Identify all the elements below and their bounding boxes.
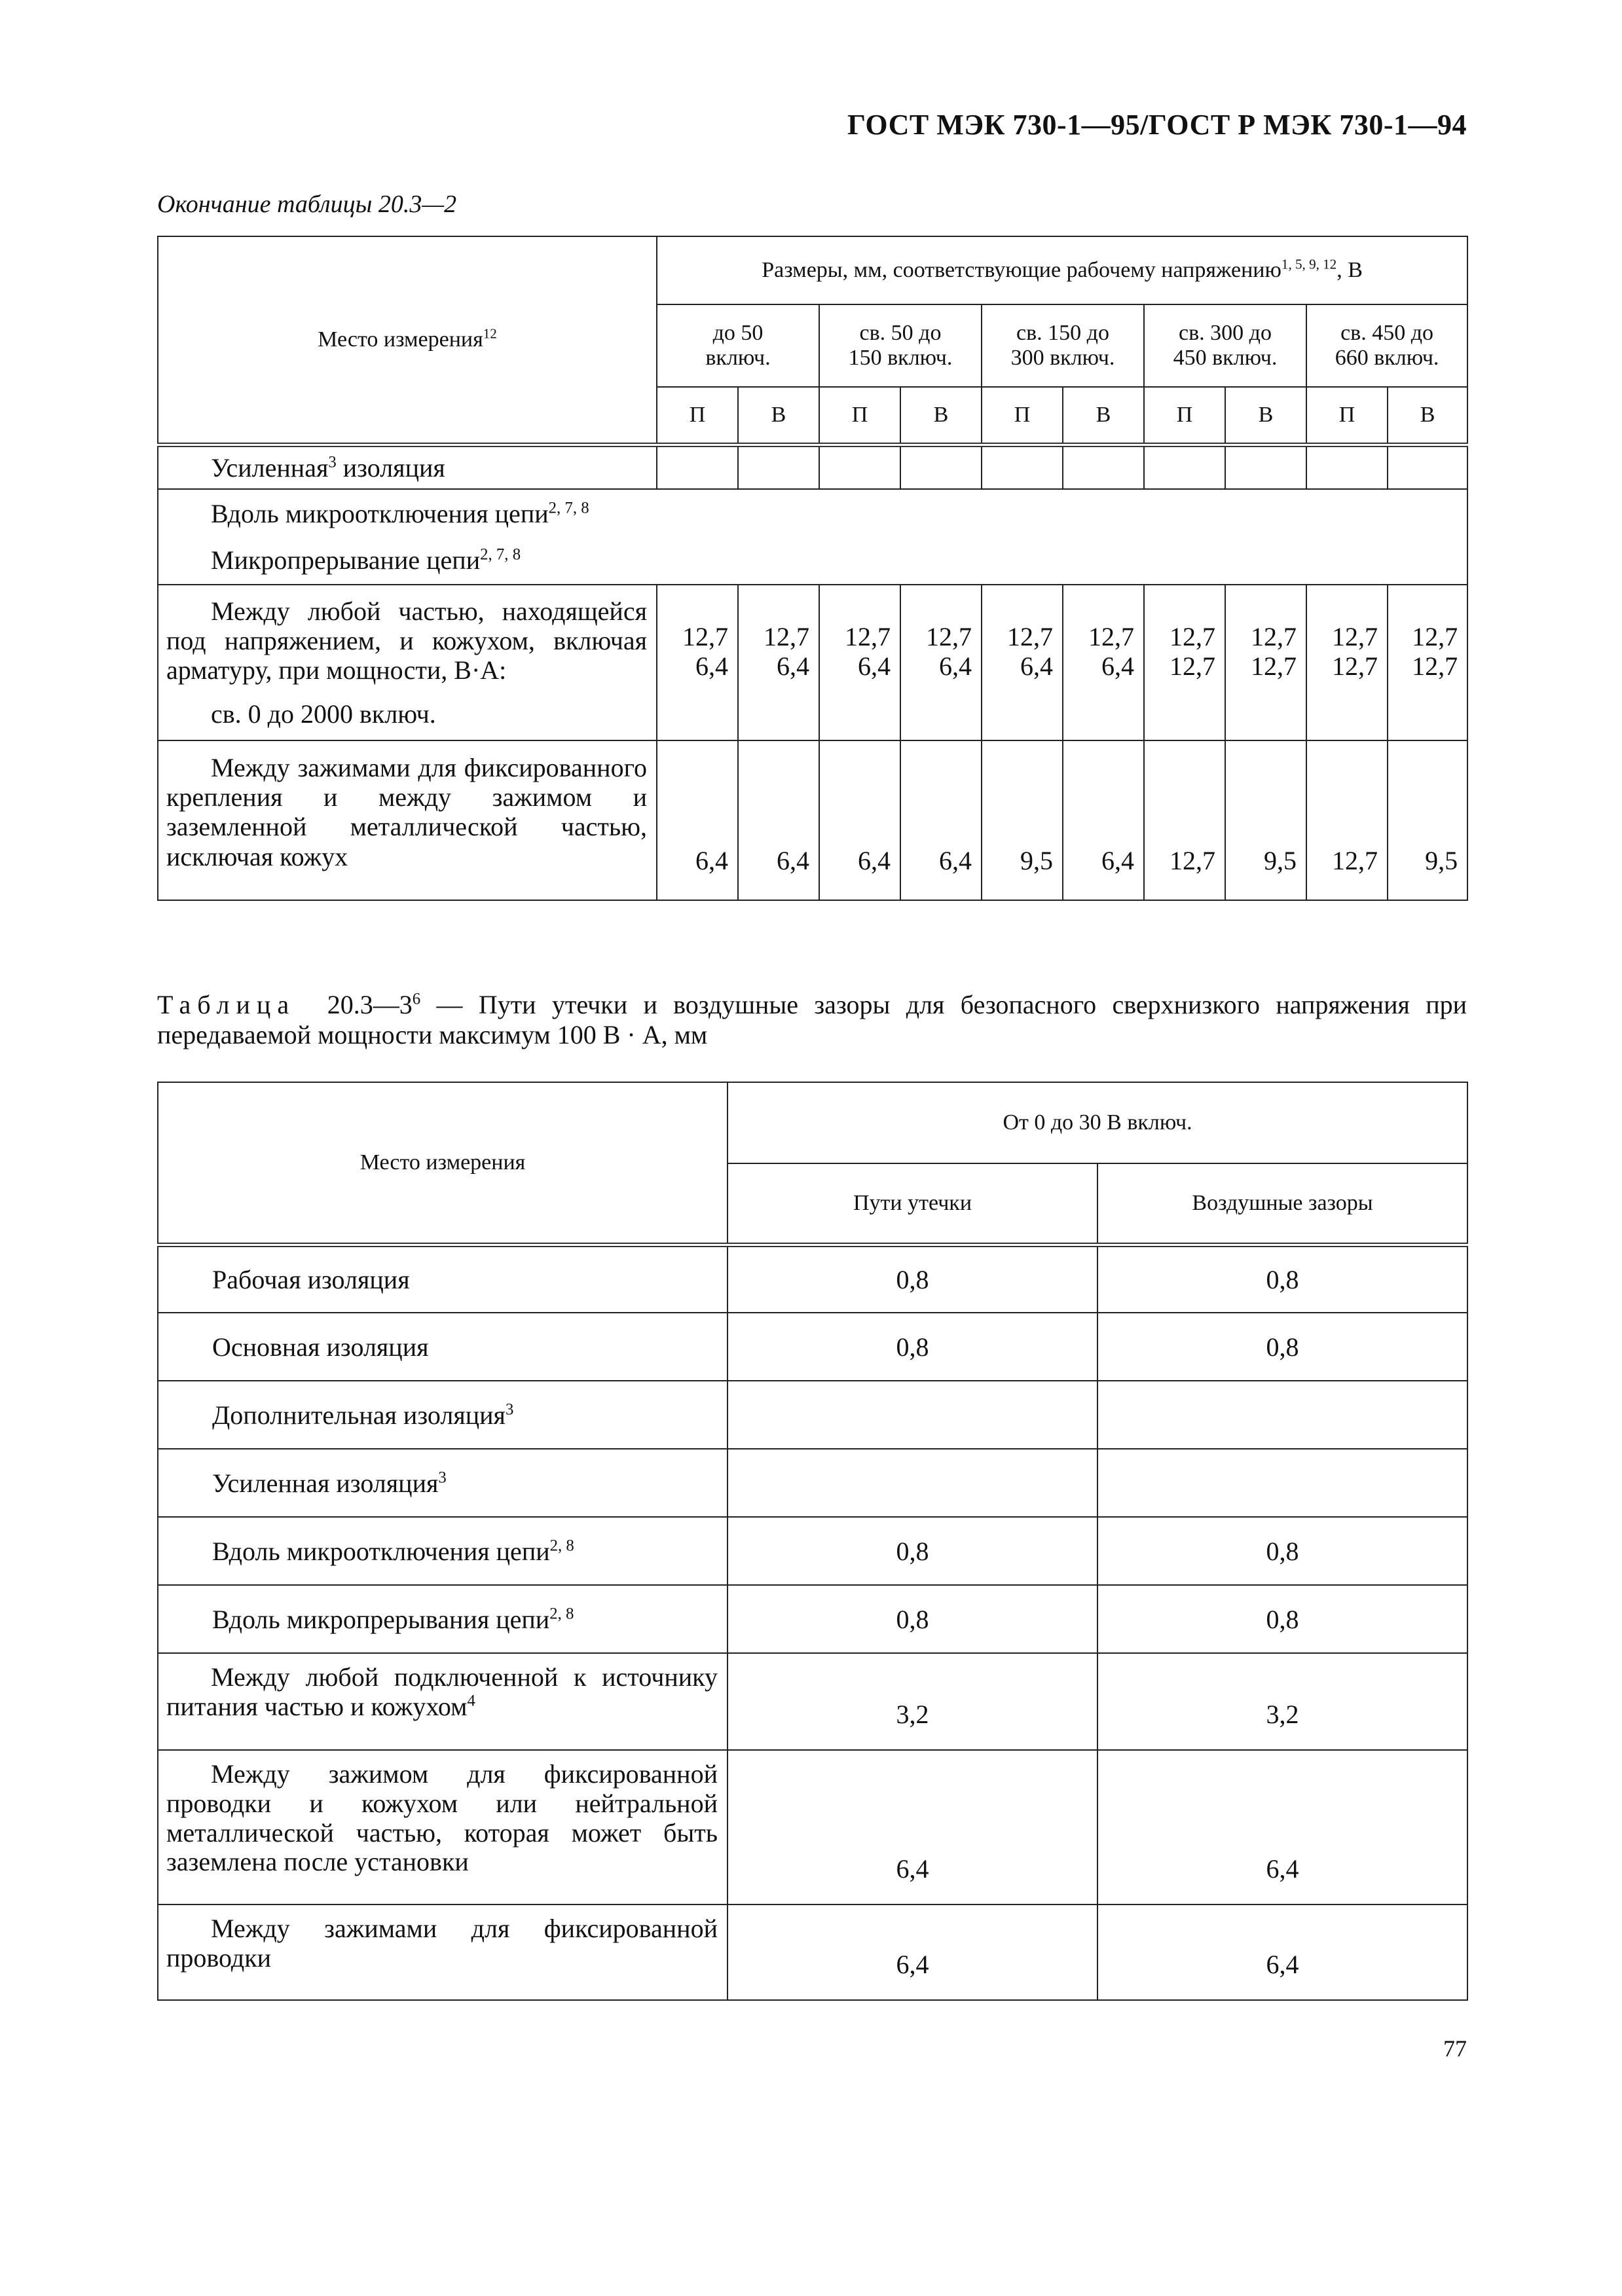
- sub-header-p: П: [1144, 387, 1225, 445]
- value-cell: 0,8: [728, 1313, 1097, 1381]
- row-label: Между зажимом для фиксированной проводки и кожухом или нейтральной металлической частью, которая может быть заземлена после установки: [158, 1750, 728, 1904]
- value-cell: 12,7 12,7: [1388, 585, 1467, 740]
- value-cell: 0,8: [1097, 1517, 1467, 1585]
- row-label: Между любой частью, находящейся под напряжением, и кожухом, включая арматуру, при мощности, В·А: св. 0 до 2000 включ.: [158, 585, 657, 740]
- value-cell: 12,7 12,7: [1306, 585, 1388, 740]
- col-header-place: Место измерения: [158, 1082, 728, 1245]
- row-label: Между зажимами для фиксированного крепления и между зажимом и заземленной металлической частью, исключая кожух: [158, 740, 657, 900]
- range-header: св. 150 до 300 включ.: [982, 304, 1144, 387]
- value-cell: [728, 1381, 1097, 1449]
- value-cell: 12,7 6,4: [1063, 585, 1144, 740]
- sub-header-p: П: [819, 387, 900, 445]
- value-cell: 12,7 6,4: [738, 585, 819, 740]
- sub-header-v: В: [900, 387, 982, 445]
- col-header-clearance: Воздушные зазоры: [1097, 1163, 1467, 1245]
- row-label: Между зажимами для фиксированной проводки: [158, 1904, 728, 2000]
- value-cell: 9,5: [982, 740, 1063, 900]
- table-row: [158, 1904, 1467, 2000]
- value-cell: 0,8: [728, 1245, 1097, 1313]
- value-cell: 3,2: [728, 1653, 1097, 1750]
- row-label: Вдоль микроотключения цепи$^{2, 8}$: [158, 1517, 728, 1585]
- col-header-creepage: Пути утечки: [728, 1163, 1097, 1245]
- value-cell: 6,4: [900, 740, 982, 900]
- value-cell: 12,7 6,4: [819, 585, 900, 740]
- table-row: [158, 740, 1467, 900]
- table-row: [158, 1381, 1467, 1449]
- table-row: [158, 1245, 1467, 1313]
- value-cell: 0,8: [1097, 1245, 1467, 1313]
- range-header: св. 450 до 660 включ.: [1306, 304, 1467, 387]
- document-header: ГОСТ МЭК 730-1—95/ГОСТ Р МЭК 730-1—94: [847, 109, 1467, 141]
- col-header-place: Место измерения$^{12}$: [158, 236, 657, 445]
- table-row: [158, 1653, 1467, 1750]
- table-row: [158, 585, 1467, 740]
- value-cell: 0,8: [728, 1585, 1097, 1653]
- sub-header-p: П: [1306, 387, 1388, 445]
- table-row: [158, 489, 1467, 585]
- page-number: 77: [1443, 2035, 1467, 2062]
- continuation-caption: Окончание таблицы 20.3—2: [157, 191, 457, 218]
- value-cell: 6,4: [728, 1904, 1097, 2000]
- value-cell: 0,8: [1097, 1313, 1467, 1381]
- table-20-3-3: [157, 1082, 1468, 2001]
- col-header-range: От 0 до 30 В включ.: [728, 1082, 1467, 1163]
- value-cell: [1097, 1381, 1467, 1449]
- row-label: Дополнительная изоляция$^3$: [158, 1381, 728, 1449]
- value-cell: [728, 1449, 1097, 1517]
- row-label: Усиленная изоляция$^3$: [158, 1449, 728, 1517]
- sub-header-p: П: [657, 387, 738, 445]
- value-cell: 6,4: [1063, 740, 1144, 900]
- range-header: св. 300 до 450 включ.: [1144, 304, 1306, 387]
- value-cell: 6,4: [1097, 1750, 1467, 1904]
- value-cell: 12,7 12,7: [1144, 585, 1225, 740]
- row-label: Вдоль микроотключения цепи$^{2, 7, 8}$ Микропрерывание цепи$^{2, 7, 8}$: [158, 489, 1467, 585]
- range-header: св. 50 до 150 включ.: [819, 304, 982, 387]
- value-cell: 12,7 6,4: [982, 585, 1063, 740]
- table-row: [158, 1585, 1467, 1653]
- value-cell: 6,4: [728, 1750, 1097, 1904]
- value-cell: 0,8: [1097, 1585, 1467, 1653]
- range-header: до 50 включ.: [657, 304, 819, 387]
- table-row: [158, 1313, 1467, 1381]
- value-cell: 6,4: [738, 740, 819, 900]
- value-cell: 9,5: [1388, 740, 1467, 900]
- sub-header-v: В: [738, 387, 819, 445]
- table-row: [158, 1449, 1467, 1517]
- value-cell: 12,7: [1144, 740, 1225, 900]
- value-cell: 3,2: [1097, 1653, 1467, 1750]
- row-label: Рабочая изоляция: [158, 1245, 728, 1313]
- table-row: [158, 445, 1467, 489]
- table-row: [158, 1750, 1467, 1904]
- value-cell: 6,4: [819, 740, 900, 900]
- sub-header-v: В: [1063, 387, 1144, 445]
- table-caption: Таблица $20.3—3^6$ — Пути утечки и воздушные зазоры для безопасного сверхнизкого напряжения при передаваемой мощности максимум 100 В · А, мм: [157, 990, 1467, 1049]
- value-cell: 0,8: [728, 1517, 1097, 1585]
- value-cell: [1097, 1449, 1467, 1517]
- row-label: Усиленная$^3$ изоляция: [158, 445, 657, 489]
- sub-header-v: В: [1225, 387, 1306, 445]
- row-label: Между любой подключенной к источнику питания частью и кожухом$^4$: [158, 1653, 728, 1750]
- value-cell: 6,4: [657, 740, 738, 900]
- value-cell: 12,7 6,4: [900, 585, 982, 740]
- value-cell: 12,7 6,4: [657, 585, 738, 740]
- sub-header-p: П: [982, 387, 1063, 445]
- table-20-3-2: [157, 236, 1468, 901]
- value-cell: 6,4: [1097, 1904, 1467, 2000]
- sub-header-v: В: [1388, 387, 1467, 445]
- value-cell: 12,7: [1306, 740, 1388, 900]
- value-cell: 9,5: [1225, 740, 1306, 900]
- value-cell: 12,7 12,7: [1225, 585, 1306, 740]
- table-row: [158, 1517, 1467, 1585]
- col-header-dimensions: Размеры, мм, соответствующие рабочему напряжению$^{1, 5, 9, 12}$, В: [657, 236, 1467, 304]
- row-label: Основная изоляция: [158, 1313, 728, 1381]
- row-label: Вдоль микропрерывания цепи$^{2, 8}$: [158, 1585, 728, 1653]
